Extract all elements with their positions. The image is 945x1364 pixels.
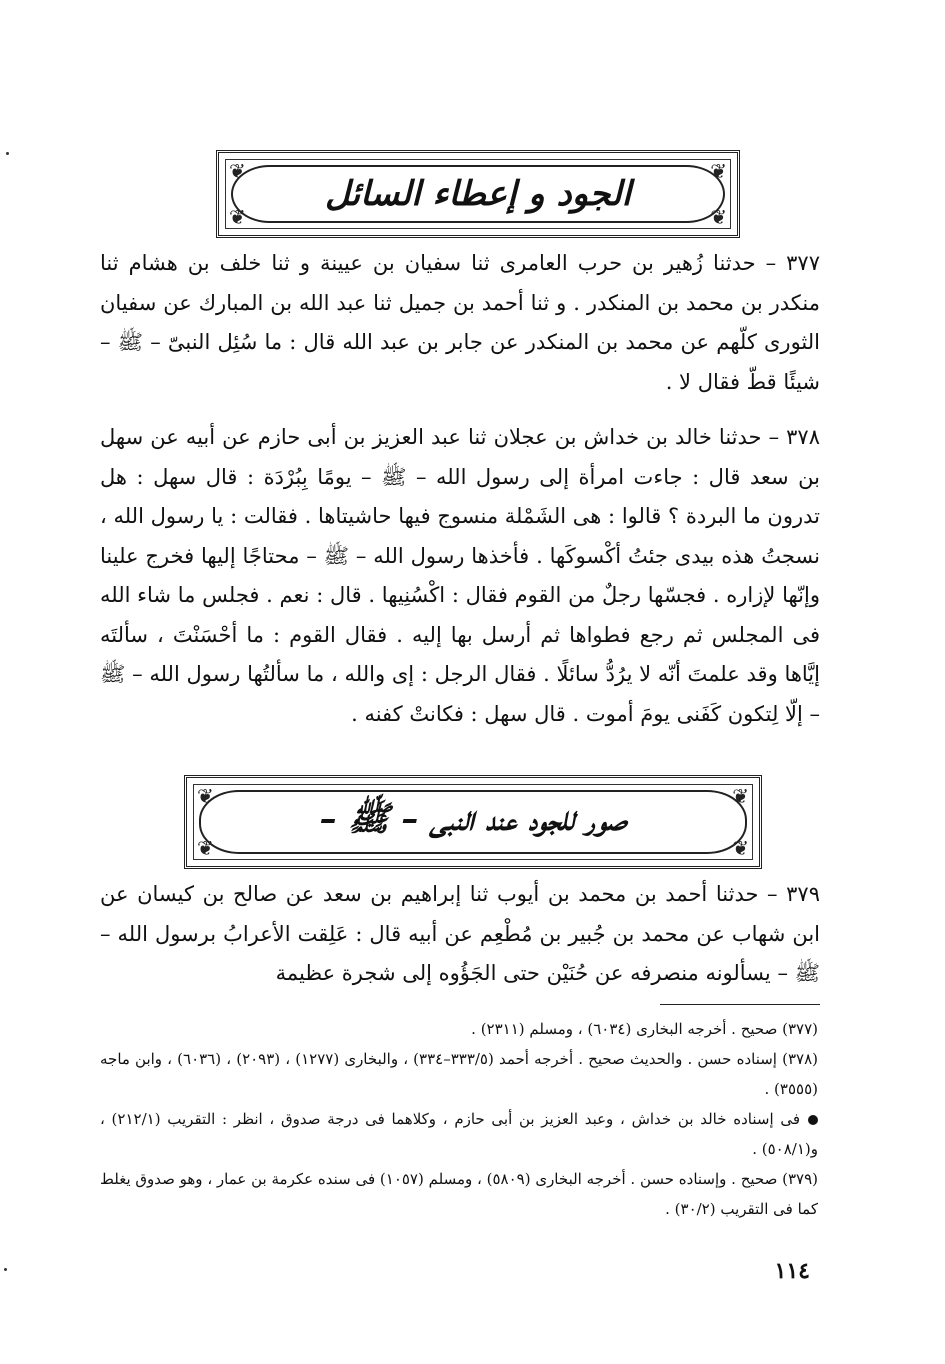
- hadith-379: [100, 875, 820, 995]
- section-title: صور للجود عند النبى – ﷺ –: [319, 798, 627, 839]
- footnote-378: [100, 1044, 818, 1104]
- section-title: الجود و إعطاء السائل: [324, 174, 632, 214]
- bullet-icon: [808, 1115, 818, 1125]
- hadith-377: [100, 244, 820, 402]
- page-number: ١١٤: [774, 1258, 810, 1284]
- ornament-icon: ❦: [710, 205, 727, 229]
- footnote-separator: [660, 1004, 820, 1005]
- hadith-text: ٣٧٧ – حدثنا زُهير بن حرب العامرى ثنا سفيان بن عيينة و ثنا خلف بن هشام ثنا منكدر بن محمد بن المنكدر . و ثنا أحمد بن جميل ثنا عبد الله بن المبارك عن سفيان الثورى كلّهم عن محمد بن المنكدر عن جابر بن عبد الله قال : ما سُئِل النبىّ – ﷺ – شيئًا قطّ فقال لا .: [100, 251, 820, 394]
- footnote-text: (٣٧٧) صحيح . أخرجه البخارى (٦٠٣٤) ، ومسلم (٢٣١١) .: [471, 1020, 818, 1038]
- ornament-icon: ❦: [229, 159, 246, 183]
- footnote-text: (٣٧٩) صحيح . وإسناده حسن . أخرجه البخارى (٥٨٠٩) ، ومسلم (١٠٥٧) فى سنده عكرمة بن عمار ، وهو صدوق يغلط كما فى التقريب (٣٠/٢) .: [100, 1170, 818, 1218]
- scan-speck: [6, 152, 9, 155]
- footnote-text: (٣٧٨) إسناده حسن . والحديث صحيح . أخرجه أحمد (٣٣٣/٥–٣٣٤) ، والبخارى (١٢٧٧) ، (٢٠٩٣) ، (٦٠٣٦) ، وابن ماجه (٣٥٥٥) .: [100, 1050, 818, 1098]
- ornament-icon: ❦: [197, 836, 214, 860]
- footnote-377: [100, 1014, 818, 1044]
- ornament-icon: ❦: [710, 159, 727, 183]
- ornament-icon: ❦: [229, 205, 246, 229]
- ornament-icon: ❦: [197, 784, 214, 808]
- section-heading-frame: [216, 150, 740, 238]
- section-heading-frame: [184, 775, 762, 869]
- ornament-icon: ❦: [732, 836, 749, 860]
- footnote-379: [100, 1164, 818, 1224]
- ornament-icon: ❦: [732, 784, 749, 808]
- hadith-text: ٣٧٨ – حدثنا خالد بن خداش بن عجلان ثنا عبد العزيز بن أبى حازم عن أبيه عن سهل بن سعد قال : جاءت امرأة إلى رسول الله – ﷺ – يومًا بِبُرْدَة : قال سهل : هل تدرون ما البردة ؟ قالوا : هى الشَمْلة منسوج فيها حاشيتاها . فقالت : يا رسول الله ، نسجتُ هذه بيدى جئتُ أكْسوكَها . فأخذها رسول الله – ﷺ – محتاجًا إليها فخرج علينا وإنّها لإزاره . فجسّها رجلٌ من القوم فقال : اكْسُنِيها . قال : نعم . فجلس ما شاء الله فى المجلس ثم رجع فطواها ثم أرسل بها إليه . فقال القوم : ما أحْسَنْتَ ، سألتَه إيَّاها وقد علمتَ أنّه لا يرُدُّ سائلًا . فقال الرجل : إى والله ، ما سألتُها رسول الله – ﷺ – إلّا لِتكون كَفَنى يومَ أموت . قال سهل : فكانتْ كفنه .: [100, 425, 820, 726]
- hadith-378: [100, 418, 820, 774]
- hadith-text: ٣٧٩ – حدثنا أحمد بن محمد بن أيوب ثنا إبراهيم بن سعد عن صالح بن كيسان عن ابن شهاب عن محمد بن جُبير بن مُطْعِم عن أبيه قال : عَلِقت الأعرابُ برسول الله – ﷺ – يسألونه منصرفه عن حُنَيْن حتى الجَؤُوه إلى شجرة عظيمة: [100, 882, 820, 985]
- footnote-378-note: [100, 1104, 818, 1164]
- scan-speck: [4, 1268, 7, 1271]
- footnote-text: فى إسناده خالد بن خداش ، وعبد العزيز بن أبى حازم ، وكلاهما فى درجة صدوق ، انظر : التقريب (٢١٢/١) ، و(٥٠٨/١) .: [100, 1110, 818, 1158]
